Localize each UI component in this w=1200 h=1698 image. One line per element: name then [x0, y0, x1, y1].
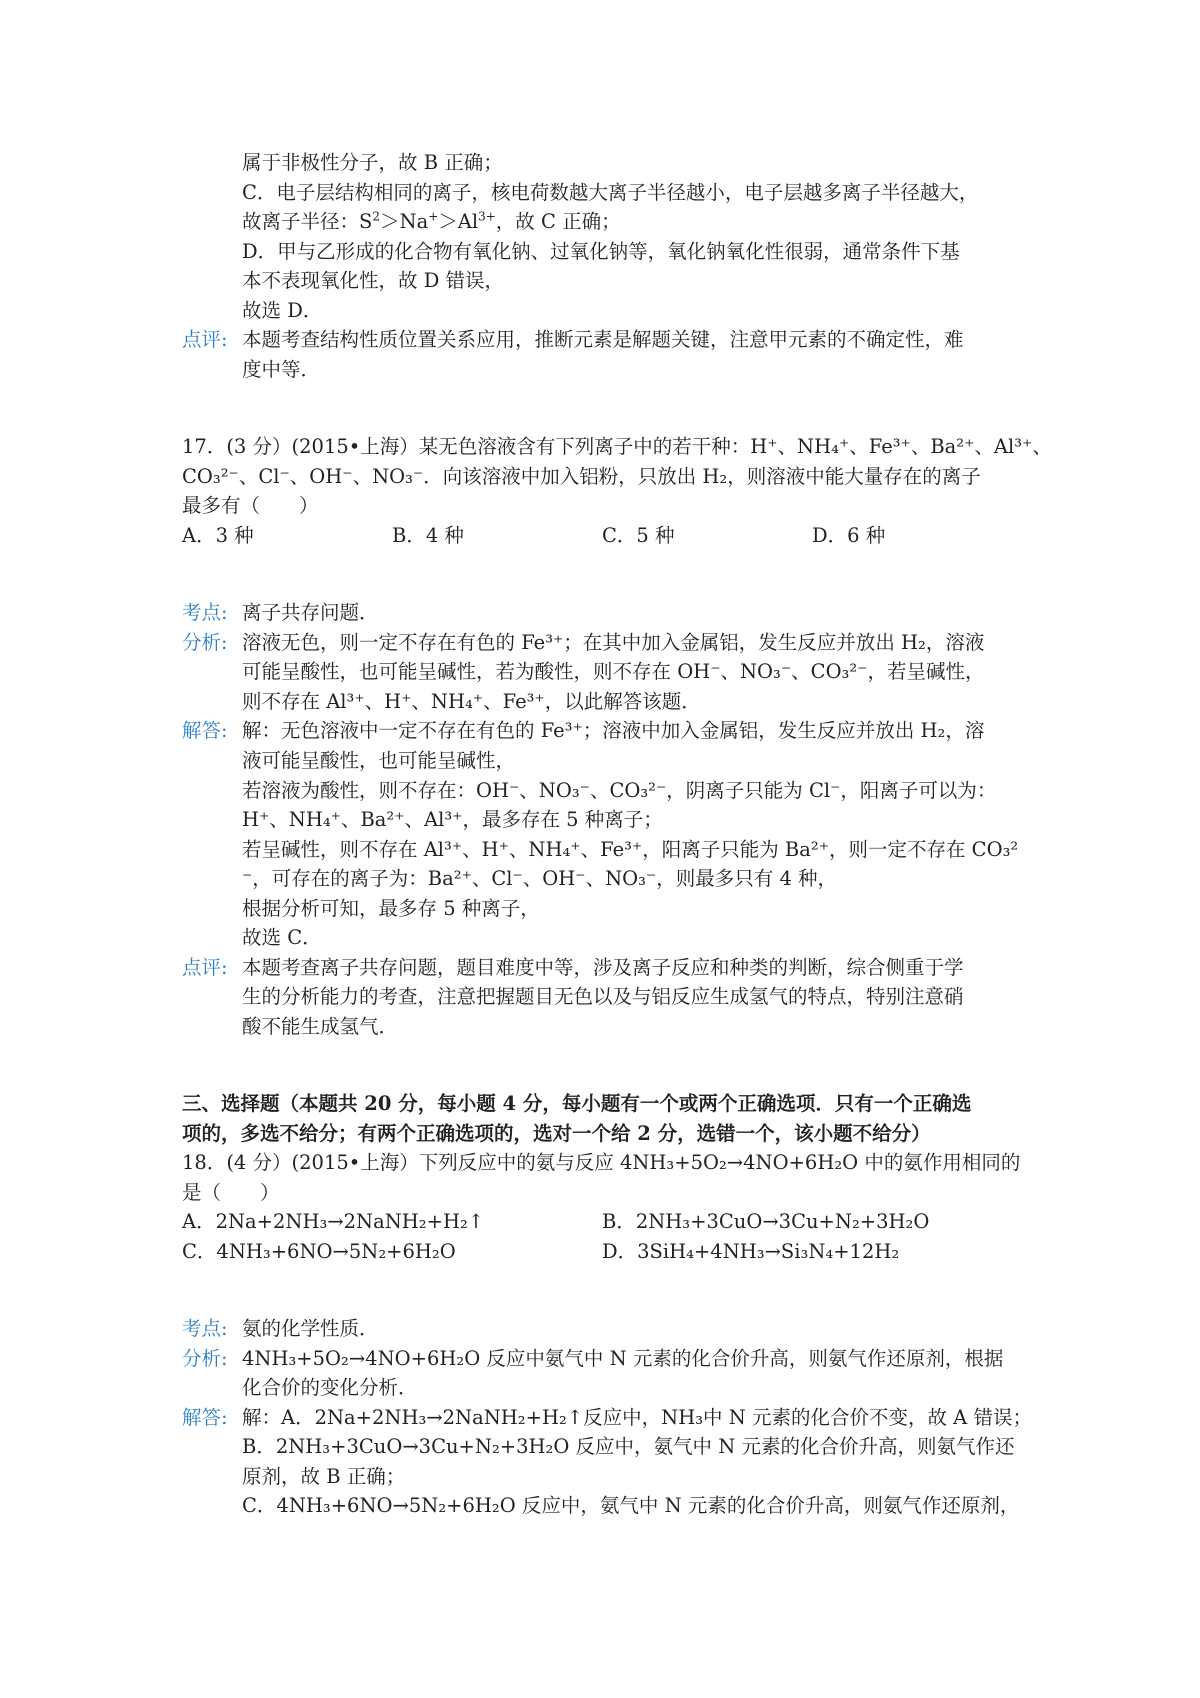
q18-fx-label: 分析: — [182, 1347, 228, 1370]
q18-option-c: C．4NH₃+6NO→5N₂+6H₂O — [182, 1240, 456, 1263]
q17-jd-4: H⁺、NH₄⁺、Ba²⁺、Al³⁺，最多存在 5 种离子； — [242, 808, 663, 831]
q18-fx-2: 化合价的变化分析． — [242, 1376, 418, 1399]
q18-jd-3: 原剂，故 B 正确； — [242, 1465, 406, 1488]
q17-fx-label: 分析: — [182, 631, 228, 654]
q17-jd-label: 解答: — [182, 719, 228, 742]
q18-stem-2: 是（ ） — [182, 1181, 280, 1204]
q17-option-c: C．5 种 — [602, 524, 675, 547]
q18-option-a: A．2Na+2NH₃→2NaNH₂+H₂↑ — [182, 1210, 485, 1233]
q17-option-d: D．6 种 — [812, 524, 886, 547]
q18-jd-2: B．2NH₃+3CuO→3Cu+N₂+3H₂O 反应中，氨气中 N 元素的化合价升高，则氨气作还 — [242, 1435, 1015, 1458]
q17-dp-label: 点评: — [182, 956, 228, 979]
q16-review-1: 本题考查结构性质位置关系应用，推断元素是解题关键，注意甲元素的不确定性，难 — [242, 328, 964, 351]
q17-jd-5: 若呈碱性，则不存在 Al³⁺、H⁺、NH₄⁺、Fe³⁺，阳离子只能为 Ba²⁺，则一定不存在 CO₃² — [242, 838, 1019, 861]
q17-dp-1: 本题考查离子共存问题，题目难度中等，涉及离子反应和种类的判断，综合侧重于学 — [242, 956, 964, 979]
q17-jd-8: 故选 C． — [242, 926, 322, 949]
q16-review-2: 度中等． — [242, 358, 321, 381]
q17-stem-3: 最多有（ ） — [182, 494, 319, 517]
q17-stem-2: CO₃²⁻、Cl⁻、OH⁻、NO₃⁻．向该溶液中加入铝粉，只放出 H₂，则溶液中能大量存在的离子 — [182, 465, 981, 488]
q16-line-6: 故选 D． — [242, 299, 323, 322]
q16-line-4: D．甲与乙形成的化合物有氧化钠、过氧化钠等，氧化钠氧化性很弱，通常条件下基 — [242, 240, 960, 263]
q18-jd-label: 解答: — [182, 1406, 228, 1429]
q17-fx-3: 则不存在 Al³⁺、H⁺、NH₄⁺、Fe³⁺，以此解答该题． — [242, 690, 701, 713]
q18-option-b: B．2NH₃+3CuO→3Cu+N₂+3H₂O — [602, 1210, 930, 1233]
q16-line-3: 故离子半径：$S^2>Na^+>Al^{3+}$，故 C 正确； — [242, 209, 621, 233]
q17-dp-3: 酸不能生成氢气． — [242, 1015, 399, 1038]
q18-option-d: D．3SiH₄+4NH₃→Si₃N₄+12H₂ — [602, 1240, 900, 1263]
q17-fx-1: 溶液无色，则一定不存在有色的 Fe³⁺；在其中加入金属铝，发生反应并放出 H₂，溶液 — [242, 631, 985, 654]
q18-jd-1: 解：A．2Na+2NH₃→2NaNH₂+H₂↑反应中，NH₃中 N 元素的化合价不变，故 A 错误； — [242, 1406, 1032, 1429]
q17-kd: 离子共存问题． — [242, 601, 379, 624]
q16-line-1: 属于非极性分子，故 B 正确； — [242, 151, 503, 174]
q17-jd-6: ⁻，可存在的离子为：Ba²⁺、Cl⁻、OH⁻、NO₃⁻，则最多只有 4 种， — [242, 867, 838, 890]
q17-jd-1: 解：无色溶液中一定不存在有色的 Fe³⁺；溶液中加入金属铝，发生反应并放出 H₂，溶 — [242, 719, 985, 742]
q18-stem-1: 18．(4 分）(2015•上海）下列反应中的氨与反应 4NH₃+5O₂→4NO+6H₂O 中的氨作用相同的 — [182, 1151, 1021, 1174]
section3-heading-1: 三、选择题（本题共 20 分，每小题 4 分，每小题有一个或两个正确选项．只有一个正确选 — [182, 1092, 972, 1115]
q17-fx-2: 可能呈酸性，也可能呈碱性，若为酸性，则不存在 OH⁻、NO₃⁻、CO₃²⁻，若呈碱性， — [242, 660, 985, 683]
q16-line-5: 本不表现氧化性，故 D 错误， — [242, 269, 505, 292]
q17-jd-2: 液可能呈酸性，也可能呈碱性， — [242, 749, 516, 772]
q17-jd-7: 根据分析可知，最多存 5 种离子， — [242, 897, 540, 920]
q18-kd-label: 考点: — [182, 1317, 228, 1340]
q16-review-label: 点评: — [182, 328, 228, 351]
q17-kd-label: 考点: — [182, 601, 228, 624]
q17-jd-3: 若溶液为酸性，则不存在：OH⁻、NO₃⁻、CO₃²⁻，阴离子只能为 Cl⁻，阳离子可以为： — [242, 779, 997, 802]
section3-heading-2: 项的，多选不给分；有两个正确选项的，选对一个给 2 分，选错一个，该小题不给分） — [182, 1122, 931, 1145]
q17-dp-2: 生的分析能力的考查，注意把握题目无色以及与铝反应生成氢气的特点，特别注意硝 — [242, 985, 964, 1008]
q17-option-b: B．4 种 — [392, 524, 464, 547]
q16-line-2: C．电子层结构相同的离子，核电荷数越大离子半径越小，电子层越多离子半径越大， — [242, 181, 979, 204]
q17-stem-1: 17．(3 分）(2015•上海）某无色溶液含有下列离子中的若干种：H⁺、NH₄⁺、Fe³⁺、Ba²⁺、Al³⁺、 — [182, 435, 1052, 458]
q18-kd: 氨的化学性质． — [242, 1317, 379, 1340]
q18-jd-4: C．4NH₃+6NO→5N₂+6H₂O 反应中，氨气中 N 元素的化合价升高，则氨气作还原剂， — [242, 1494, 1020, 1517]
q18-fx-1: 4NH₃+5O₂→4NO+6H₂O 反应中氨气中 N 元素的化合价升高，则氨气作还原剂，根据 — [242, 1347, 1004, 1370]
q17-option-a: A．3 种 — [182, 524, 254, 547]
